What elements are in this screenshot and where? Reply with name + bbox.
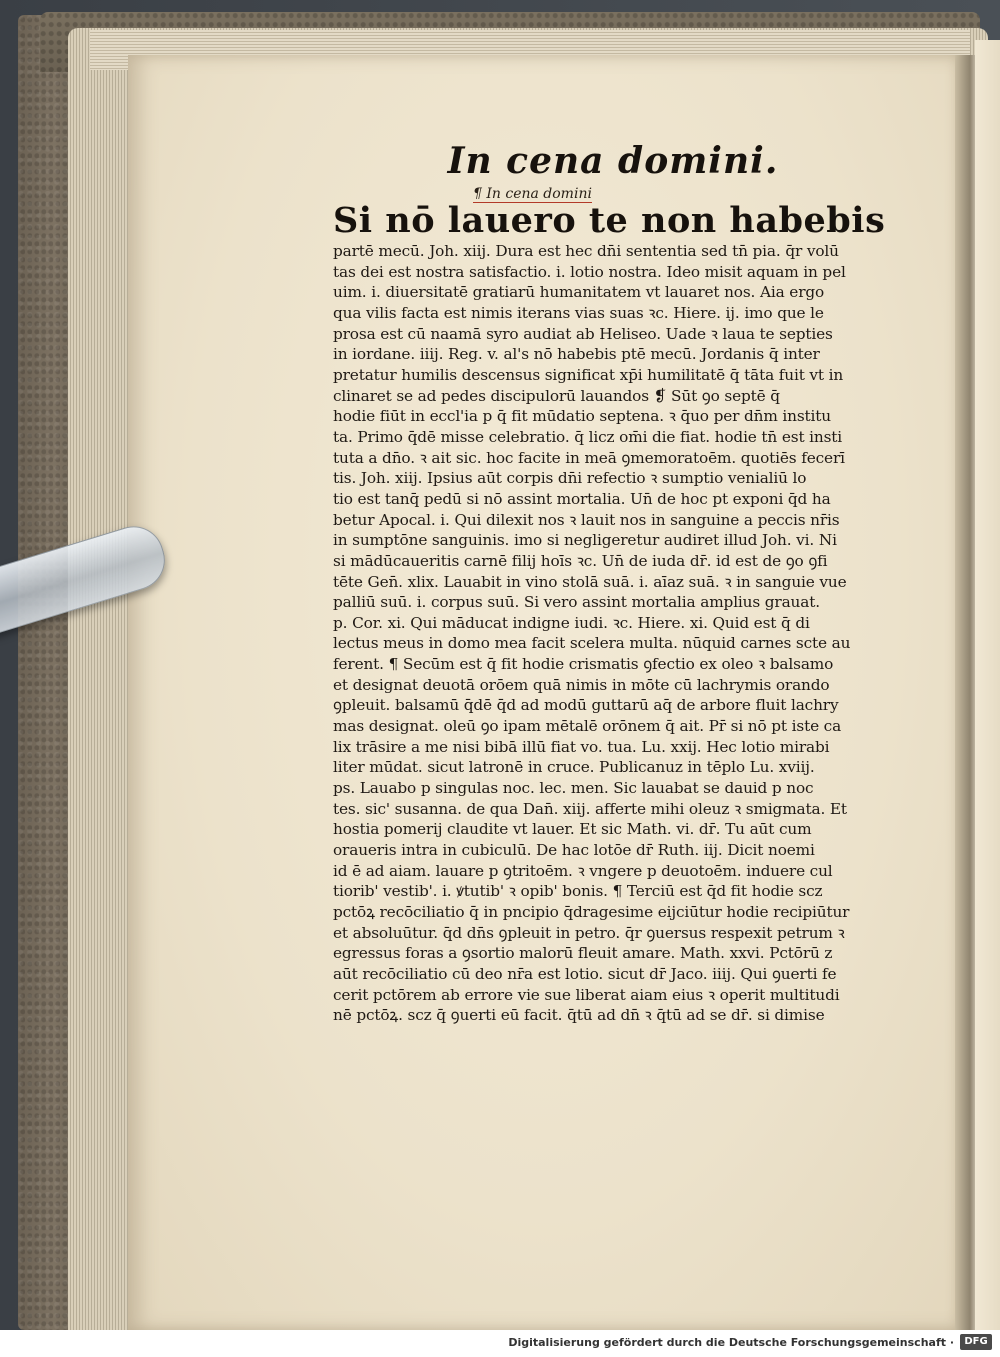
text-line: et absoluūtur. q̄d dn̄s ꝯpleuit in petro. q̄r ꝯuersus respexit petrum ꝛ [333,923,845,942]
text-line: qua vilis facta est nimis iterans vias suas ꝛc. Hiere. ij. imo que le [333,303,824,322]
text-line: lix trāsire a me nisi bibā illū fiat vo. tua. Lu. xxij. Hec lotio mirabi [333,737,830,756]
text-line: p. Cor. xi. Qui māducat indigne iudi. ꝛc. Hiere. xi. Quid est q̄ di [333,613,810,632]
text-line: id ē ad aiam. lauare p ꝯtritoēm. ꝛ vngere p deuotoēm. induere cul [333,861,833,880]
text-line: si mādūcaueritis carnē filij hoīs ꝛc. Un̄ de iuda dr̄. id est de ꝯo ꝯfi [333,551,828,570]
dfg-logo: DFG [960,1334,992,1350]
text-line: tēte Gen̄. xlix. Lauabit in vino stolā suā. i. aīaz suā. ꝛ in sanguie vue [333,572,847,591]
footer-bar [0,1330,1000,1357]
running-title: In cena domini. [447,140,779,182]
body-text [333,241,873,1026]
subheading-text: ¶ In cena domini [473,186,592,202]
text-line: egressus foras a ꝯsortio malorū fleuit amare. Math. xxvi. Pctōrū z [333,944,833,963]
text-line: mas designat. oleū ꝯo ipam mētalē orōnem q̄ ait. Pr̄ si nō pt iste ca [333,717,842,736]
page-text [333,140,886,1026]
text-line: tis. Joh. xiij. Ipsius aūt corpis dn̄i refectio ꝛ sumptio venialiū lo [333,469,807,488]
text-line: ꝯpleuit. balsamū q̄dē q̄d ad modū guttarū aq̄ de arbore fluit lachry [333,696,839,715]
text-line: pretatur humilis descensus significat xp̄i humilitatē q̄ tāta fuit vt in [333,365,844,384]
text-line: partē mecū. Joh. xiij. Dura est hec dn̄i sententia sed tn̄ pia. q̄r volū [333,242,839,260]
text-line: tiorib' vestib'. i. ꝟtutib' ꝛ opib' bonis. ¶ Terciū est q̄d fit hodie scz [333,882,823,901]
funding-credit: Digitalisierung gefördert durch die Deutsche Forschungsgemeinschaft · [508,1336,954,1349]
text-line: cerit pctōrem ab errore vie sue liberat aiam eius ꝛ operit multitudi [333,985,840,1004]
text-line: tas dei est nostra satisfactio. i. lotio nostra. Ideo misit aquam in pel [333,262,846,281]
text-line: ps. Lauabo p singulas noc. lec. men. Sic lauabat se dauid p noc [333,779,814,798]
text-line: tio est tanq̄ pedū si nō assint mortalia. Un̄ de hoc pt exponi q̄d ha [333,489,831,508]
text-line: prosa est cū naamā syro audiat ab Heliseo. Uade ꝛ laua te septies [333,324,833,343]
text-line: liter mūdat. sicut latronē in cruce. Publicanuz in tēplo Lu. xviij. [333,758,815,777]
text-line: hodie fiūt in eccl'ia p q̄ fit mūdatio septena. ꝛ q̄uo per dn̄m institu [333,407,831,426]
text-line: uim. i. diuersitatē gratiarū humanitatem vt lauaret nos. Aia ergo [333,283,825,302]
text-line: tuta a dn̄o. ꝛ ait sic. hoc facite in meā ꝯmemoratoēm. quotiēs fecerī [333,448,845,467]
text-line: betur Apocal. i. Qui dilexit nos ꝛ lauit nos in sanguine a peccis nr̄is [333,510,840,529]
text-line: lectus meus in domo mea facit scelera multa. nūquid carnes scte au [333,634,851,653]
text-line: clinaret se ad pedes discipulorū lauandos ❡ Sūt ꝯo septē q̄ [333,386,780,405]
text-line: hostia pomerij claudite vt lauer. Et sic Math. vi. dr̄. Tu aūt cum [333,820,812,839]
text-line: tes. sic' susanna. de qua Dan̄. xiij. afferte mihi oleuz ꝛ smigmata. Et [333,799,847,818]
text-line: palliū suū. i. corpus suū. Si vero assint mortalia amplius grauat. [333,593,820,612]
text-line: in sumptōne sanguinis. imo si negligeretur audiret illud Joh. vi. Ni [333,531,837,550]
text-line: in iordane. iiij. Reg. v. al's nō habebis ptē mecū. Jordanis q̄ inter [333,345,820,364]
text-line: ferent. ¶ Secūm est q̄ fit hodie crismatis ꝯfectio ex oleo ꝛ balsamo [333,655,834,674]
text-line: aūt recōciliatio cū deo nr̄a est lotio. sicut dr̄ Jaco. iiij. Qui ꝯuerti fe [333,964,837,983]
facing-page-edge [975,40,1000,1330]
text-line: ta. Primo q̄dē misse celebratio. q̄ licz om̄i die fiat. hodie tn̄ est insti [333,427,843,446]
incipit: Si nō lauero te non habebis [333,200,886,241]
text-line: pctōꝝ recōciliatio q̄ in pncipio q̄dragesime eijciūtur hodie recipiūtur [333,903,850,921]
text-line: nē pctōꝝ. scz q̄ ꝯuerti eū facit. q̄tū ad dn̄ ꝛ q̄tū ad se dr̄. si dimise [333,1006,825,1025]
text-line: et designat deuotā orōem quā nimis in mōte cū lachrymis orando [333,675,830,694]
text-line: oraueris intra in cubiculū. De hac lotōe dr̄ Ruth. iij. Dicit noemi [333,841,815,860]
